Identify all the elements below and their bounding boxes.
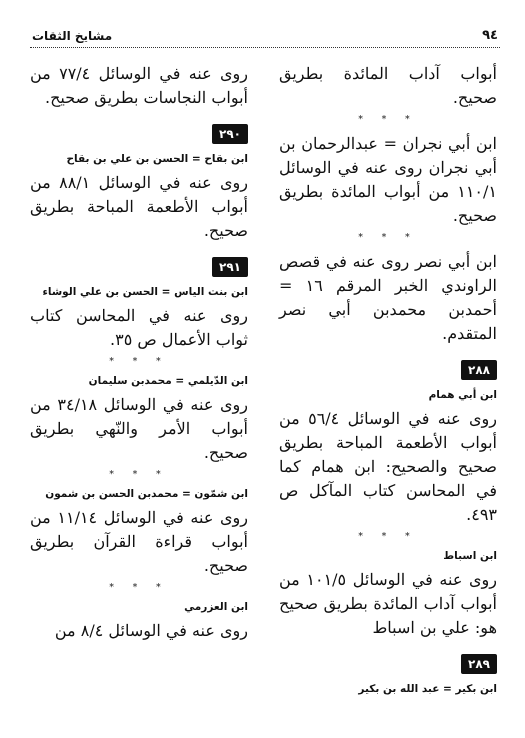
entry-heading: ابن الدّيلمي = محمدبن سليمان — [88, 375, 248, 387]
running-title: مشايخ الثقات — [32, 29, 113, 43]
entry-text: روى عنه في الوسائل ٨/٤ من — [54, 621, 248, 640]
entry-number-badge: ٢٨٩ — [461, 654, 497, 674]
entry-heading: ابن العزرمي — [184, 601, 248, 613]
separator-stars: * * * — [109, 470, 169, 480]
entry-text: ابن أبي نجران = عبدالرحمان بن أبي نجران روى عنه في الوسائل ١١٠/١ من أبواب المائدة بطريق صحيح. — [279, 134, 497, 225]
entry-heading: ابن شمّون = محمدبن الحسن بن شمون — [45, 488, 248, 500]
entry-number-badge: ٢٨٨ — [461, 360, 497, 380]
entry-heading: ابن بكير = عبد الله بن بكير — [358, 683, 497, 695]
entry-number-wrap — [30, 110, 248, 152]
entry-text: روى عنه في المحاسن كتاب ثواب الأعمال ص ٣٥. — [30, 306, 248, 349]
entry-number-wrap — [30, 243, 248, 285]
entry-text: ابن أبي نصر روى عنه في قصص الراوندي الخبر المرقم ١٦ = أحمدبن محمدبن أبي نصر المتقدم. — [279, 252, 498, 343]
entry-text: روى عنه في الوسائل ٥٦/٤ من أبواب الأطعمة المباحة بطريق صحيح والصحيح: ابن همام كما في المحاسن كتاب المآكل ص ٤٩٣. — [279, 409, 497, 524]
entry-text: روى عنه في الوسائل ٣٤/١٨ من أبواب الأمر والنّهي بطريق صحيح. — [30, 395, 248, 462]
page-header — [30, 26, 500, 48]
separator-stars: * * * — [358, 532, 418, 542]
entry-number-wrap — [279, 640, 497, 682]
entry-text: أبواب آداب المائدة بطريق صحيح. — [279, 64, 497, 107]
entry-heading: ابن بنت الياس = الحسن بن علي الوشاء — [42, 286, 248, 298]
page-number: ٩٤ — [482, 28, 498, 43]
entry-heading: ابن بقاح = الحسن بن علي بن بقاح — [66, 153, 248, 165]
entry-number-wrap — [279, 346, 497, 388]
right-column — [279, 62, 497, 722]
entry-text: روى عنه في الوسائل ١١/١٤ من أبواب قراءة القرآن بطريق صحيح. — [30, 508, 248, 575]
entry-text: روى عنه في الوسائل ٨٨/١ من أبواب الأطعمة المباحة بطريق صحيح. — [30, 173, 248, 240]
separator-stars: * * * — [109, 357, 169, 367]
separator-stars: * * * — [358, 233, 418, 243]
entry-number-badge: ٢٩١ — [212, 257, 248, 277]
entry-heading: ابن أبي همام — [428, 389, 497, 401]
entry-text: روى عنه في الوسائل ١٠١/٥ من أبواب آداب المائدة بطريق صحيح هو: علي بن اسباط — [279, 570, 497, 637]
entry-text: روى عنه في الوسائل ٧٧/٤ من أبواب النجاسات بطريق صحيح. — [30, 64, 248, 107]
left-column — [30, 62, 248, 722]
entry-number-badge: ٢٩٠ — [212, 124, 248, 144]
entry-heading: ابن اسباط — [443, 550, 497, 562]
separator-stars: * * * — [109, 583, 169, 593]
separator-stars: * * * — [358, 115, 418, 125]
